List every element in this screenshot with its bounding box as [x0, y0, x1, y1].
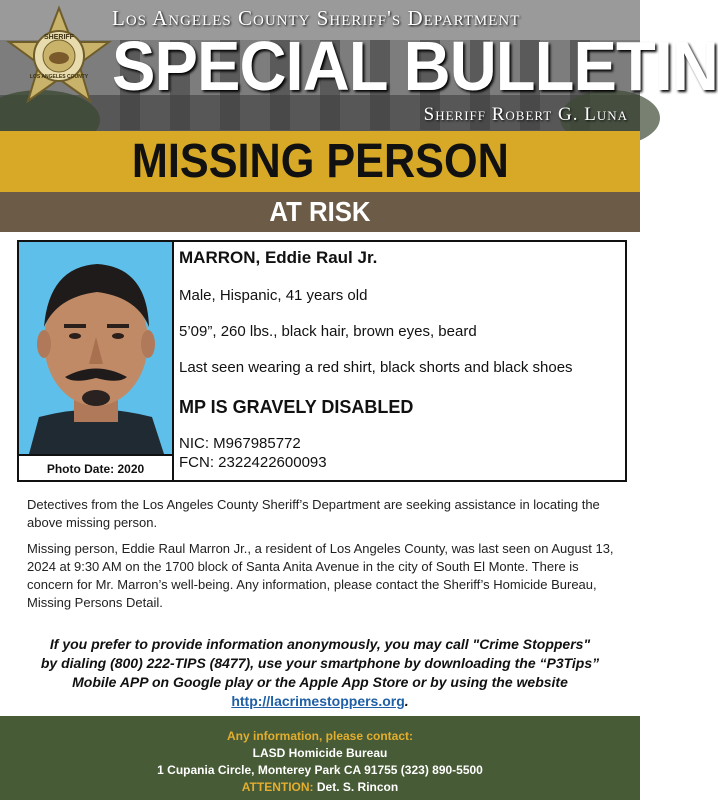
sheriff-star-badge-icon: [6, 6, 112, 118]
contact-footer: [0, 716, 640, 800]
sheriff-name: Sheriff Robert G. Luna: [423, 104, 628, 125]
body-paragraph-2: Missing person, Eddie Raul Marron Jr., a resident of Los Angeles County, was last seen on August 13, 2024 at 9:30 AM on the 1700 block of Santa Anita Avenue in the city of South El Monte. There is concern for Mr. Marron’s well-being. Any information, please contact the Sheriff’s Homicide Bureau, Missing Persons Detail.: [27, 541, 614, 610]
person-photo: [19, 242, 172, 454]
tips-link-suffix: .: [404, 693, 409, 709]
fcn-number: FCN: 2322422600093: [179, 454, 327, 471]
person-info-panel: [17, 240, 627, 482]
attention-label: ATTENTION:: [241, 780, 314, 794]
contact-address: 1 Cupania Circle, Monterey Park CA 91755 (323) 890-5500: [157, 763, 483, 777]
crime-stoppers-link[interactable]: http://lacrimestoppers.org: [231, 693, 405, 709]
person-description: 5’09”, 260 lbs., black hair, brown eyes, beard: [179, 323, 477, 340]
gravely-disabled-alert: MP IS GRAVELY DISABLED: [179, 397, 414, 417]
tips-line-3: Mobile APP on Google play or the Apple App Store or by using the website: [72, 674, 568, 690]
tips-link-line: [20, 692, 620, 711]
panel-divider: [172, 242, 174, 480]
department-name: Los Angeles County Sheriff's Department: [112, 6, 521, 30]
photo-date-caption: Photo Date: 2020: [19, 454, 172, 482]
person-clothing: Last seen wearing a red shirt, black shorts and black shoes: [179, 359, 573, 376]
contact-bureau: LASD Homicide Bureau: [252, 746, 388, 760]
bulletin-title: SPECIAL BULLETIN: [112, 27, 718, 105]
status-band: [0, 192, 640, 232]
status-label: AT RISK: [269, 196, 371, 227]
person-portrait-image: [19, 242, 172, 454]
tips-line-2: by dialing (800) 222-TIPS (8477), use your smartphone by downloading the “P3Tips”: [40, 655, 600, 671]
body-paragraph-1: Detectives from the Los Angeles County Sheriff’s Department are seeking assistance in locating the above missing person.: [27, 497, 600, 530]
bulletin-type-band: [0, 131, 640, 192]
svg-text:SHERIFF: SHERIFF: [44, 34, 74, 41]
contact-label: Any information, please contact:: [226, 729, 414, 743]
bulletin-header: [0, 0, 718, 131]
crime-stoppers-tips: [20, 635, 620, 711]
person-demographics: Male, Hispanic, 41 years old: [179, 287, 368, 304]
svg-text:LOS ANGELES COUNTY: LOS ANGELES COUNTY: [29, 74, 89, 80]
nic-number: NIC: M967985772: [179, 435, 301, 452]
bulletin-type: MISSING PERSON: [131, 135, 509, 188]
detective-name: Det. S. Rincon: [316, 780, 399, 794]
contact-attention-line: [0, 779, 640, 796]
tips-line-1: If you prefer to provide information anonymously, you may call "Crime Stoppers": [49, 636, 591, 652]
person-name: MARRON, Eddie Raul Jr.: [179, 248, 378, 267]
